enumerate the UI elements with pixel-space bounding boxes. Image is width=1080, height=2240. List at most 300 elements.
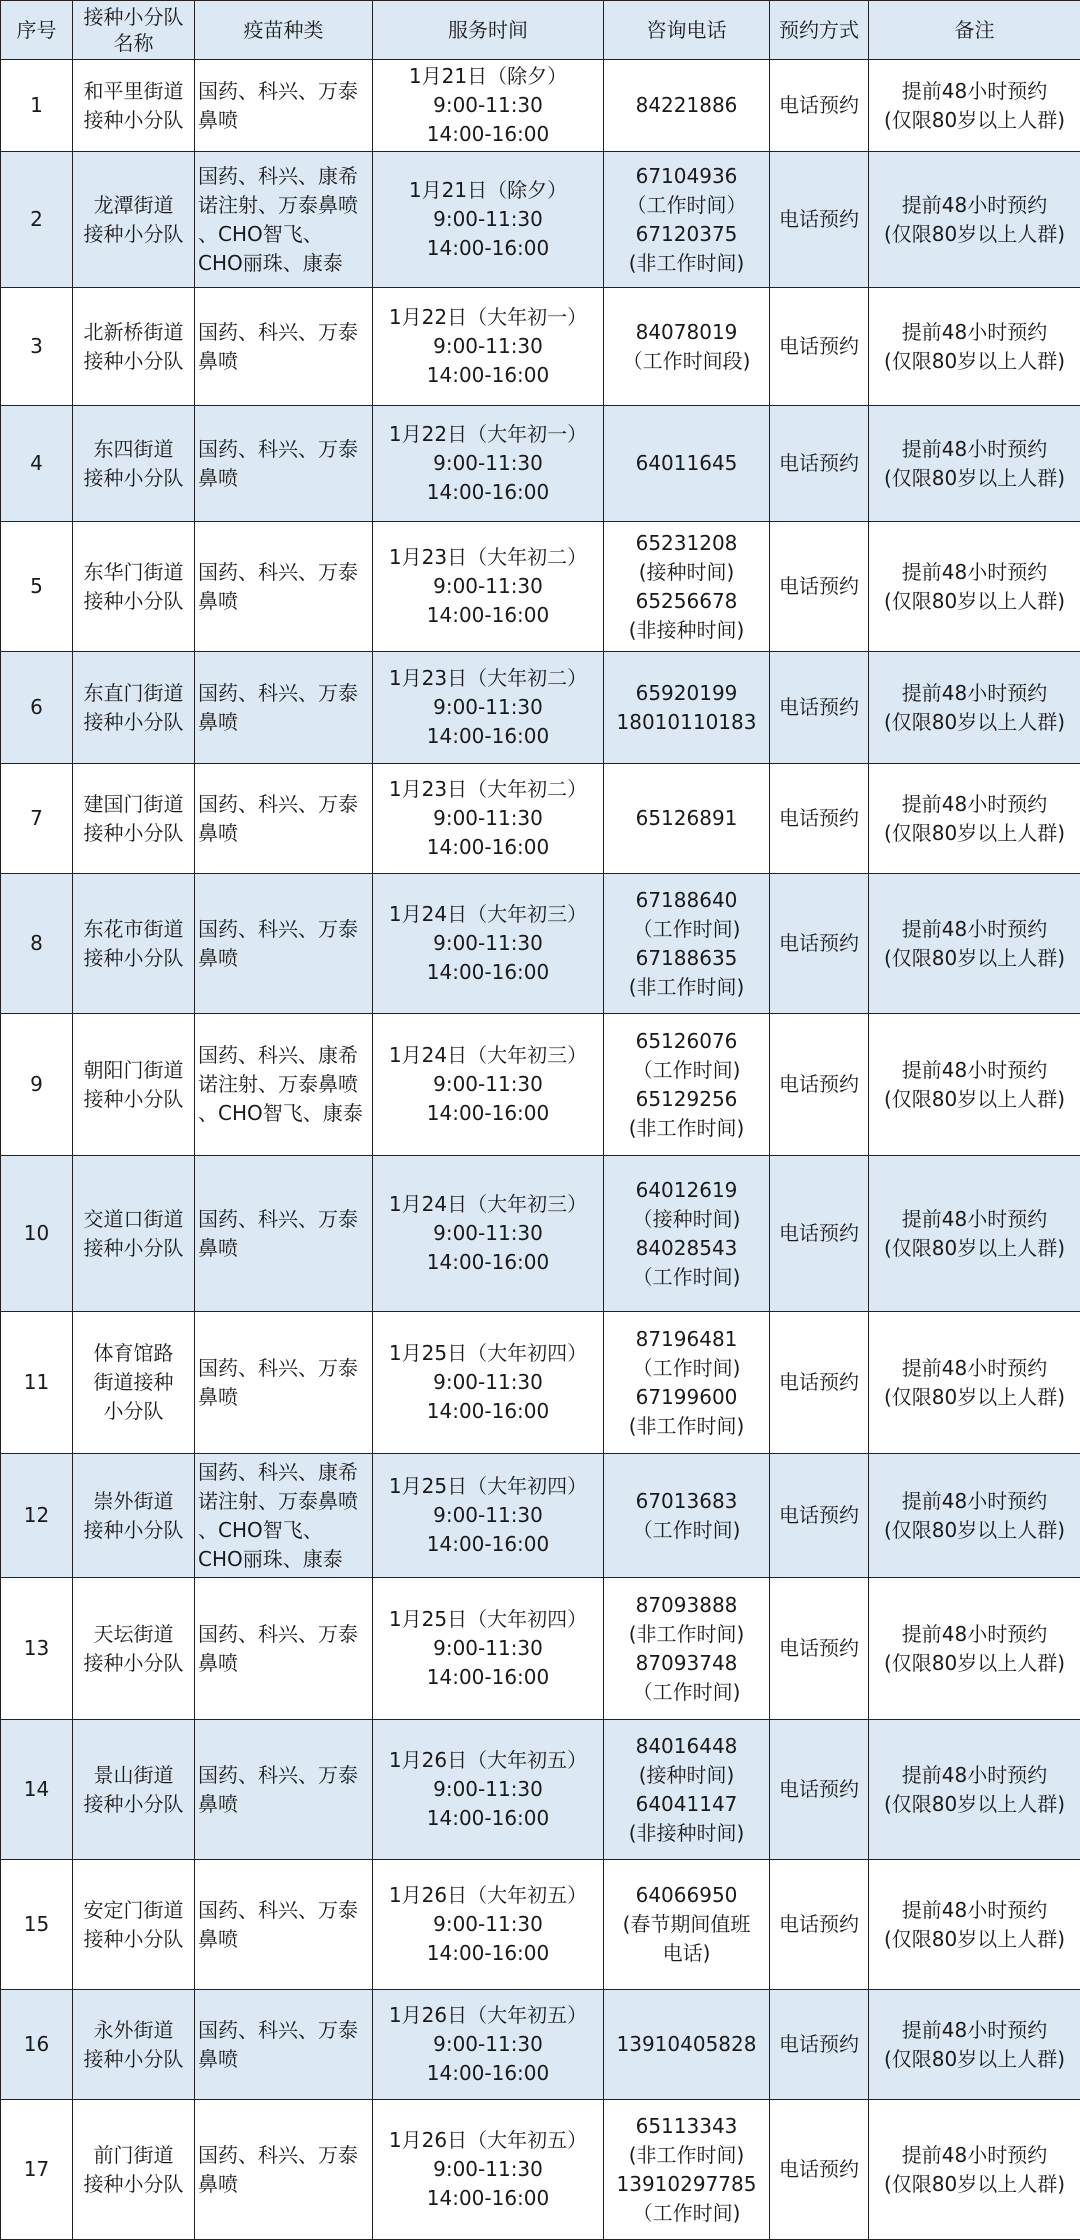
time-line: 1月23日（大年初二） [377, 664, 599, 693]
time-line: 1月25日（大年初四） [377, 1339, 599, 1368]
vaccine-line: 国药、科兴、万泰 [198, 1761, 368, 1790]
vaccine-line: 国药、科兴、康希 [198, 1458, 368, 1487]
header-phone: 咨询电话 [604, 1, 770, 60]
phone-line: (接种时间) [608, 558, 765, 587]
phone-line: 84016448 [608, 1732, 765, 1761]
team-line: 接种小分队 [77, 1649, 190, 1678]
cell-vaccine [195, 874, 373, 1014]
cell-time [373, 1860, 604, 1990]
note-line: (仅限80岁以上人群) [873, 587, 1076, 616]
table-row [1, 874, 1080, 1014]
cell-team [73, 1578, 195, 1720]
time-line: 14:00-16:00 [377, 2184, 599, 2213]
vaccine-line: 诺注射、万泰鼻喷 [198, 191, 368, 220]
team-line: 接种小分队 [77, 819, 190, 848]
cell-vaccine [195, 1454, 373, 1578]
phone-line: 64012619 [608, 1176, 765, 1205]
phone-line: 67104936 [608, 162, 765, 191]
cell-method: 电话预约 [770, 1990, 869, 2100]
time-line: 9:00-11:30 [377, 91, 599, 120]
team-line: 东花市街道 [77, 915, 190, 944]
cell-vaccine [195, 1156, 373, 1312]
cell-phone [604, 1720, 770, 1860]
time-line: 14:00-16:00 [377, 1248, 599, 1277]
cell-note [869, 406, 1080, 522]
cell-phone [604, 1312, 770, 1454]
time-line: 9:00-11:30 [377, 449, 599, 478]
cell-phone [604, 874, 770, 1014]
cell-note [869, 60, 1080, 152]
phone-line: (接种时间) [608, 1761, 765, 1790]
vaccine-line: 鼻喷 [198, 2170, 368, 2199]
note-line: (仅限80岁以上人群) [873, 944, 1076, 973]
header-team-text: 接种小分队名称 [77, 4, 190, 56]
cell-method: 电话预约 [770, 1014, 869, 1156]
table-row [1, 406, 1080, 522]
note-line: (仅限80岁以上人群) [873, 819, 1076, 848]
phone-line: 64041147 [608, 1790, 765, 1819]
cell-method: 电话预约 [770, 2100, 869, 2240]
time-line: 1月24日（大年初三） [377, 1041, 599, 1070]
note-line: 提前48小时预约 [873, 318, 1076, 347]
vaccine-line: 鼻喷 [198, 1790, 368, 1819]
team-line: 接种小分队 [77, 708, 190, 737]
table-header [1, 1, 1080, 60]
time-line: 1月22日（大年初一） [377, 303, 599, 332]
note-line: 提前48小时预约 [873, 1620, 1076, 1649]
team-line: 接种小分队 [77, 1790, 190, 1819]
time-line: 14:00-16:00 [377, 2059, 599, 2088]
vaccine-line: 国药、科兴、万泰 [198, 1896, 368, 1925]
table-row [1, 1720, 1080, 1860]
note-line: 提前48小时预约 [873, 790, 1076, 819]
cell-index: 14 [1, 1720, 73, 1860]
cell-method: 电话预约 [770, 1720, 869, 1860]
cell-index: 17 [1, 2100, 73, 2240]
cell-vaccine [195, 1990, 373, 2100]
cell-time [373, 522, 604, 652]
note-line: 提前48小时预约 [873, 558, 1076, 587]
phone-line: 67013683 [608, 1487, 765, 1516]
cell-method: 电话预约 [770, 874, 869, 1014]
vaccine-line: 鼻喷 [198, 819, 368, 848]
phone-line: 13910405828 [608, 2030, 765, 2059]
cell-phone [604, 652, 770, 764]
note-line: (仅限80岁以上人群) [873, 1383, 1076, 1412]
cell-note [869, 1312, 1080, 1454]
vaccine-line: 鼻喷 [198, 1649, 368, 1678]
cell-team [73, 652, 195, 764]
header-method: 预约方式 [770, 1, 869, 60]
cell-vaccine [195, 522, 373, 652]
team-line: 接种小分队 [77, 1925, 190, 1954]
time-line: 1月26日（大年初五） [377, 1881, 599, 1910]
team-line: 前门街道 [77, 2141, 190, 2170]
phone-line: 65920199 [608, 679, 765, 708]
time-line: 1月21日（除夕） [377, 176, 599, 205]
note-line: (仅限80岁以上人群) [873, 1649, 1076, 1678]
time-line: 1月21日（除夕） [377, 62, 599, 91]
note-line: (仅限80岁以上人群) [873, 1516, 1076, 1545]
team-line: 东四街道 [77, 435, 190, 464]
note-line: 提前48小时预约 [873, 1487, 1076, 1516]
cell-team [73, 1720, 195, 1860]
header-row [1, 1, 1080, 60]
cell-note [869, 1578, 1080, 1720]
phone-line: （工作时间) [608, 1678, 765, 1707]
cell-vaccine [195, 764, 373, 874]
time-line: 1月24日（大年初三） [377, 1190, 599, 1219]
time-line: 1月26日（大年初五） [377, 2001, 599, 2030]
team-line: 接种小分队 [77, 464, 190, 493]
phone-line: 67188640 [608, 886, 765, 915]
cell-time [373, 152, 604, 288]
note-line: 提前48小时预约 [873, 2016, 1076, 2045]
time-line: 14:00-16:00 [377, 722, 599, 751]
cell-method: 电话预约 [770, 522, 869, 652]
note-line: 提前48小时预约 [873, 2141, 1076, 2170]
time-line: 1月23日（大年初二） [377, 543, 599, 572]
table-row [1, 1578, 1080, 1720]
vaccine-line: 鼻喷 [198, 587, 368, 616]
vaccine-line: 鼻喷 [198, 1234, 368, 1263]
cell-note [869, 1860, 1080, 1990]
team-line: 东华门街道 [77, 558, 190, 587]
time-line: 1月24日（大年初三） [377, 900, 599, 929]
vaccine-line: 诺注射、万泰鼻喷 [198, 1070, 368, 1099]
cell-index: 8 [1, 874, 73, 1014]
phone-line: 84221886 [608, 91, 765, 120]
table-row [1, 1156, 1080, 1312]
table-row [1, 652, 1080, 764]
phone-line: 电话) [608, 1939, 765, 1968]
cell-phone [604, 1156, 770, 1312]
vaccine-line: 鼻喷 [198, 944, 368, 973]
time-line: 9:00-11:30 [377, 1501, 599, 1530]
cell-index: 1 [1, 60, 73, 152]
phone-line: 67188635 [608, 944, 765, 973]
cell-index: 11 [1, 1312, 73, 1454]
time-line: 9:00-11:30 [377, 1775, 599, 1804]
note-line: (仅限80岁以上人群) [873, 220, 1076, 249]
cell-method: 电话预约 [770, 1156, 869, 1312]
cell-time [373, 1578, 604, 1720]
cell-method: 电话预约 [770, 406, 869, 522]
note-line: (仅限80岁以上人群) [873, 1085, 1076, 1114]
phone-line: 13910297785 [608, 2170, 765, 2199]
phone-line: (非工作时间) [608, 1620, 765, 1649]
time-line: 14:00-16:00 [377, 1530, 599, 1559]
note-line: (仅限80岁以上人群) [873, 347, 1076, 376]
team-line: 接种小分队 [77, 220, 190, 249]
team-line: 接种小分队 [77, 1516, 190, 1545]
cell-note [869, 874, 1080, 1014]
cell-phone [604, 1578, 770, 1720]
cell-method: 电话预约 [770, 288, 869, 406]
cell-phone [604, 288, 770, 406]
phone-line: 65256678 [608, 587, 765, 616]
vaccine-line: 国药、科兴、万泰 [198, 435, 368, 464]
time-line: 14:00-16:00 [377, 478, 599, 507]
cell-index: 7 [1, 764, 73, 874]
phone-line: (非工作时间) [608, 249, 765, 278]
team-line: 北新桥街道 [77, 318, 190, 347]
note-line: 提前48小时预约 [873, 1056, 1076, 1085]
phone-line: (春节期间值班 [608, 1910, 765, 1939]
cell-phone [604, 1454, 770, 1578]
time-line: 9:00-11:30 [377, 1070, 599, 1099]
cell-time [373, 874, 604, 1014]
note-line: 提前48小时预约 [873, 679, 1076, 708]
time-line: 9:00-11:30 [377, 804, 599, 833]
time-line: 9:00-11:30 [377, 1634, 599, 1663]
cell-team [73, 764, 195, 874]
team-line: 接种小分队 [77, 587, 190, 616]
vaccine-line: 、CHO智飞、 [198, 1516, 368, 1545]
cell-team [73, 1312, 195, 1454]
table-row [1, 1014, 1080, 1156]
vaccine-line: 国药、科兴、万泰 [198, 1354, 368, 1383]
phone-line: 18010110183 [608, 708, 765, 737]
cell-time [373, 1312, 604, 1454]
team-line: 接种小分队 [77, 106, 190, 135]
cell-team [73, 1156, 195, 1312]
phone-line: （工作时间) [608, 1516, 765, 1545]
vaccine-line: 国药、科兴、万泰 [198, 77, 368, 106]
table-row [1, 522, 1080, 652]
time-line: 9:00-11:30 [377, 332, 599, 361]
phone-line: （工作时间) [608, 2199, 765, 2228]
time-line: 9:00-11:30 [377, 2030, 599, 2059]
team-line: 和平里街道 [77, 77, 190, 106]
cell-team [73, 1860, 195, 1990]
cell-team [73, 60, 195, 152]
table-row [1, 1860, 1080, 1990]
cell-vaccine [195, 1578, 373, 1720]
cell-team [73, 874, 195, 1014]
cell-method: 电话预约 [770, 1454, 869, 1578]
time-line: 14:00-16:00 [377, 1663, 599, 1692]
vaccine-line: 国药、科兴、康希 [198, 162, 368, 191]
time-line: 9:00-11:30 [377, 929, 599, 958]
team-line: 接种小分队 [77, 2170, 190, 2199]
team-line: 交道口街道 [77, 1205, 190, 1234]
phone-line: 87093888 [608, 1591, 765, 1620]
note-line: 提前48小时预约 [873, 435, 1076, 464]
cell-vaccine [195, 1312, 373, 1454]
cell-vaccine [195, 406, 373, 522]
time-line: 14:00-16:00 [377, 1939, 599, 1968]
phone-line: （接种时间) [608, 1205, 765, 1234]
cell-index: 10 [1, 1156, 73, 1312]
cell-method: 电话预约 [770, 152, 869, 288]
cell-phone [604, 1860, 770, 1990]
table-row [1, 1312, 1080, 1454]
phone-line: （工作时间) [608, 1263, 765, 1292]
team-line: 建国门街道 [77, 790, 190, 819]
team-line: 永外街道 [77, 2016, 190, 2045]
table-row [1, 2100, 1080, 2240]
time-line: 14:00-16:00 [377, 833, 599, 862]
vaccine-line: 鼻喷 [198, 1383, 368, 1412]
vaccine-line: 、CHO智飞、康泰 [198, 1099, 368, 1128]
time-line: 14:00-16:00 [377, 1099, 599, 1128]
team-line: 龙潭街道 [77, 191, 190, 220]
phone-line: (非工作时间) [608, 1114, 765, 1143]
phone-line: 64011645 [608, 449, 765, 478]
cell-index: 5 [1, 522, 73, 652]
cell-index: 16 [1, 1990, 73, 2100]
time-line: 9:00-11:30 [377, 2155, 599, 2184]
team-line: 景山街道 [77, 1761, 190, 1790]
phone-line: 64066950 [608, 1881, 765, 1910]
time-line: 14:00-16:00 [377, 1804, 599, 1833]
table-row [1, 152, 1080, 288]
cell-time [373, 288, 604, 406]
cell-vaccine [195, 1860, 373, 1990]
note-line: 提前48小时预约 [873, 191, 1076, 220]
vaccine-line: 国药、科兴、万泰 [198, 1620, 368, 1649]
time-line: 1月23日（大年初二） [377, 775, 599, 804]
cell-time [373, 764, 604, 874]
vaccine-line: 鼻喷 [198, 2045, 368, 2074]
cell-phone [604, 522, 770, 652]
phone-line: 67199600 [608, 1383, 765, 1412]
cell-index: 15 [1, 1860, 73, 1990]
cell-phone [604, 1014, 770, 1156]
cell-time [373, 1454, 604, 1578]
vaccine-line: 鼻喷 [198, 106, 368, 135]
phone-line: （工作时间) [608, 1056, 765, 1085]
vaccine-line: 鼻喷 [198, 464, 368, 493]
vaccine-line: 国药、科兴、万泰 [198, 2141, 368, 2170]
phone-line: 87093748 [608, 1649, 765, 1678]
team-line: 接种小分队 [77, 1234, 190, 1263]
cell-vaccine [195, 288, 373, 406]
time-line: 14:00-16:00 [377, 1397, 599, 1426]
phone-line: 65231208 [608, 529, 765, 558]
time-line: 9:00-11:30 [377, 1219, 599, 1248]
phone-line: 87196481 [608, 1325, 765, 1354]
cell-time [373, 406, 604, 522]
cell-vaccine [195, 1014, 373, 1156]
phone-line: （工作时间) [608, 915, 765, 944]
time-line: 9:00-11:30 [377, 205, 599, 234]
team-line: 街道接种 [77, 1368, 190, 1397]
team-line: 体育馆路 [77, 1339, 190, 1368]
table-body [1, 60, 1080, 2240]
phone-line: （工作时间） [608, 191, 765, 220]
cell-phone [604, 60, 770, 152]
cell-time [373, 1014, 604, 1156]
cell-team [73, 522, 195, 652]
vaccine-line: 国药、科兴、万泰 [198, 679, 368, 708]
note-line: (仅限80岁以上人群) [873, 708, 1076, 737]
team-line: 安定门街道 [77, 1896, 190, 1925]
header-index: 序号 [1, 1, 73, 60]
cell-note [869, 1990, 1080, 2100]
cell-note [869, 2100, 1080, 2240]
time-line: 1月26日（大年初五） [377, 2126, 599, 2155]
cell-note [869, 764, 1080, 874]
cell-vaccine [195, 1720, 373, 1860]
header-vaccine: 疫苗种类 [195, 1, 373, 60]
vaccine-line: 国药、科兴、万泰 [198, 1205, 368, 1234]
phone-line: (非工作时间) [608, 2141, 765, 2170]
time-line: 14:00-16:00 [377, 120, 599, 149]
header-note: 备注 [869, 1, 1080, 60]
note-line: 提前48小时预约 [873, 915, 1076, 944]
cell-index: 6 [1, 652, 73, 764]
cell-index: 9 [1, 1014, 73, 1156]
phone-line: 84078019 [608, 318, 765, 347]
cell-phone [604, 2100, 770, 2240]
vaccine-line: CHO丽珠、康泰 [198, 249, 368, 278]
cell-method: 电话预约 [770, 1860, 869, 1990]
vaccine-line: CHO丽珠、康泰 [198, 1545, 368, 1574]
note-line: 提前48小时预约 [873, 1896, 1076, 1925]
time-line: 9:00-11:30 [377, 1368, 599, 1397]
table-row [1, 60, 1080, 152]
cell-index: 13 [1, 1578, 73, 1720]
table-row [1, 1990, 1080, 2100]
header-time: 服务时间 [373, 1, 604, 60]
phone-line: 65129256 [608, 1085, 765, 1114]
note-line: 提前48小时预约 [873, 1761, 1076, 1790]
cell-method: 电话预约 [770, 652, 869, 764]
team-line: 东直门街道 [77, 679, 190, 708]
phone-line: （工作时间) [608, 1354, 765, 1383]
note-line: (仅限80岁以上人群) [873, 2170, 1076, 2199]
cell-vaccine [195, 60, 373, 152]
cell-note [869, 522, 1080, 652]
phone-line: 65126076 [608, 1027, 765, 1056]
cell-time [373, 1720, 604, 1860]
time-line: 14:00-16:00 [377, 958, 599, 987]
vaccine-line: 鼻喷 [198, 1925, 368, 1954]
phone-line: 65126891 [608, 804, 765, 833]
cell-team [73, 152, 195, 288]
cell-vaccine [195, 152, 373, 288]
time-line: 1月26日（大年初五） [377, 1746, 599, 1775]
team-line: 接种小分队 [77, 944, 190, 973]
vaccine-line: 国药、科兴、万泰 [198, 318, 368, 347]
cell-team [73, 1454, 195, 1578]
table-row [1, 1454, 1080, 1578]
vaccine-line: 鼻喷 [198, 347, 368, 376]
cell-vaccine [195, 652, 373, 764]
vaccine-line: 国药、科兴、万泰 [198, 790, 368, 819]
cell-note [869, 1014, 1080, 1156]
cell-index: 4 [1, 406, 73, 522]
note-line: 提前48小时预约 [873, 1205, 1076, 1234]
cell-vaccine [195, 2100, 373, 2240]
vaccine-line: 国药、科兴、康希 [198, 1041, 368, 1070]
vaccine-line: 、CHO智飞、 [198, 220, 368, 249]
cell-note [869, 1454, 1080, 1578]
cell-method: 电话预约 [770, 1312, 869, 1454]
team-line: 接种小分队 [77, 347, 190, 376]
cell-phone [604, 406, 770, 522]
note-line: 提前48小时预约 [873, 1354, 1076, 1383]
time-line: 1月25日（大年初四） [377, 1472, 599, 1501]
cell-team [73, 2100, 195, 2240]
vaccine-line: 鼻喷 [198, 708, 368, 737]
time-line: 14:00-16:00 [377, 601, 599, 630]
cell-phone [604, 1990, 770, 2100]
phone-line: （工作时间段) [608, 347, 765, 376]
time-line: 14:00-16:00 [377, 361, 599, 390]
